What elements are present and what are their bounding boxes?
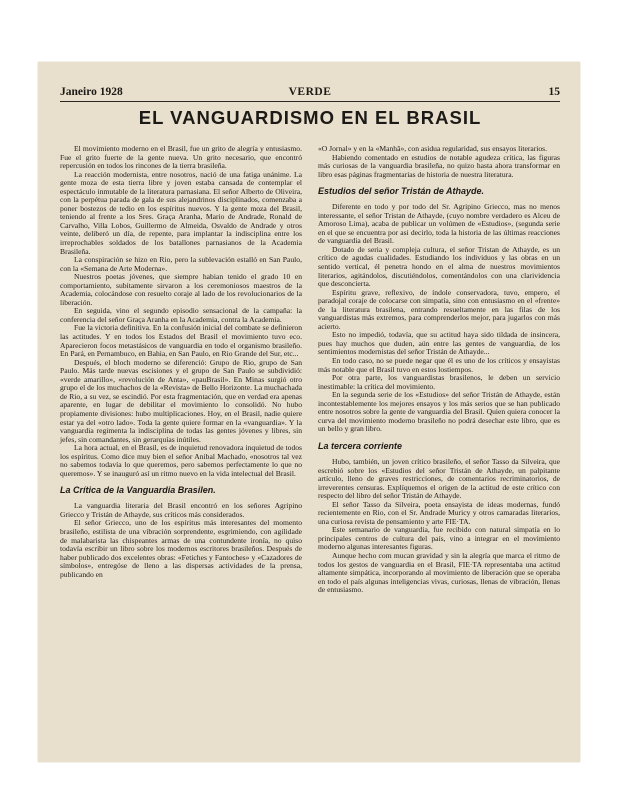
paragraph: La reacción modernista, entre nosotros, nació de una fatiga unánime. La gente moza de esta tierra libre y joven estaba cansada de contemplar el espectáculo inmutable de la literatura parnasiana. El señor Alberto de Oliveira, con la perpétua parada de gala de sus alejandrinos disciplinados, comenzaba a poner bostezos de tedio en los espíritus nuevos. Y la gente moza del Brasil, teniendo al frente a los Sres. Graça Aranha, Mario de Andrade, Ronald de Carvalho, Villa Lobos, Guillermo de Almeida, Osvaldo de Andrade y otros veinte, deliberó un día, de repente, para implantar la indisciplina entre los irreprochables soldados de los batallones parnasianos de la Academia Brasileña. bbox=[60, 169, 302, 256]
paragraph: Este semanario de vanguardia, fue recibido con natural simpatía en lo principales centros de cultura del país, vino a integrar en el movimiento moderno algunas interesantes figuras. bbox=[318, 525, 560, 552]
paragraph: Dotado de seria y compleja cultura, el señor Tristan de Athayde, es un crítico de agudas cualidades. Estudiando los individuos y las obras en un sentido vertical, él penetra hondo en el alma de nuestros movimientos literarios, agitándolos, discutiéndolos, comentándolos con una clarividencia que desconcierta. bbox=[318, 244, 560, 289]
paragraph: En todo caso, no se puede negar que él es uno de los críticos y ensayistas más notable que el Brasil tuvo en estos lostiempos. bbox=[318, 356, 560, 374]
paragraph: Espíritu grave, reflexivo, de índole conservadora, tuvo, empero, el paradojal coraje de colocarse con simpatía, sino con entusiasmo en el «frente» de la literatura brasilena, entrando resueltamente en las filas de los vanguardistas más extremos, para comprenderlos mejor, para jugarlos con más acierto. bbox=[318, 287, 560, 331]
running-header bbox=[60, 86, 560, 102]
paragraph: Hubo, también, un joven crítico brasileño, el señor Tasso da Silveira, que escrebió sobre los «Estudios del señor Tristán de Athayde, un palpitante artículo, lleno de graves restricciones, de comentarios recriminatorios, de irreverentes censuras. Explíquemos el origen de la actitud de este crítico con respecto del libro del señor Tristán de Athayde. bbox=[318, 456, 560, 501]
header-date: Janeiro 1928 bbox=[60, 86, 123, 98]
paragraph: Por otra parte, los vanguardistas brasilenos, le deben un servicio inestimable: la crítica del movimiento. bbox=[318, 373, 560, 391]
header-rule bbox=[60, 101, 560, 102]
paragraph: Diferente en todo y por todo del Sr. Agripino Griecco, mas no menos interessante, el señor Tristan de Athayde, (cuyo nombre verdadero es Alceu de Amoroso Lima), acaba de publicar un volúmen de «Estudios», (segunda serie en el que se encuentra por asi decirlo, toda la historia de las últimas reacciones de vanguardia del Brasil. bbox=[318, 202, 560, 246]
section-heading: La Crítica de la Vanguardia Brasilen. bbox=[60, 485, 216, 496]
paragraph: Fue la victoria definitiva. En la confusión inicial del combate se definieron las actitudes. Y en todos los Estados del Brasil el movimiento tuvo eco. Aparecieron focos metastásicos de vanguardia en todo el organismo brasileño. En Pará, en Pernambuco, en Bahia, en San Paulo, en Rio Grande del Sur, etc... bbox=[60, 323, 302, 359]
paragraph: En la segunda serie de los «Estudios» del señor Tristán de Athayde, están incontestablemente los mejores ensayos y los más serios que se han publicado entre nosotros sobre la gente de vanguardia del Brasil. Quien quiera conocer la curva del movimiento moderno brasileño no podrá desechar este libro, que es un bello y gran libro. bbox=[318, 390, 560, 434]
paragraph: Aunque hecho com mucan gravidad y sin la alegría que marca el ritmo de todos los gestos de vanguardia en el Brasil, FIE·TA representaba una actitud altamente simpática, incorporando al movimiento de liberación que se operaba en todo el país algunas inteligencias vivas, curiosas, llenas de vibración, llenas de entusiasmo. bbox=[318, 550, 560, 595]
paragraph: El señor Griecco, uno de los espíritus más interesantes del momento brasileño, estilista de una vibración sorprendente, esgrimiendo, con agilidade de malabarista las chispeantes armas de una contundente ironía, no quiso todavía escribir un libro sobre los modernos escritores brasileños. Después de haber publicado dos excelentes obras: «Fetiches y Fantoches» y «Cazadores de símbolos», entregóse de lleno a las dispersas actividades de la prensa, publicando en bbox=[60, 518, 302, 579]
paragraph: La hora actual, en el Brasil, es de inquietud renovadora inquietud de todos los espíritus. Como dice muy bien el señor Anibal Machado, «nosotros tal vez no sabemos todavía lo que queremos, pero sabemos perfectamente lo que no queremos». Y se inauguró así un ritmo nuevo en la vida intelectual del Brasil. bbox=[60, 443, 302, 478]
section-heading: La tercera corriente bbox=[318, 440, 403, 451]
paragraph: «O Jornal» y en la «Manhã», con asidua regularidad, sus ensayos literarios. bbox=[318, 144, 548, 153]
paragraph: Nuestros poetas jóvenes, que siempre habian tenido el grado 10 en comportamiento, subitamente sirvaron a los ceremoniosos maestros de la Academia, colocándose con resuelto coraje al lado de los revolucionarios de la liberación. bbox=[60, 272, 302, 307]
section-heading: Estudios del señor Tristán de Athayde. bbox=[318, 186, 485, 197]
column-right bbox=[318, 145, 560, 595]
paragraph: La conspiración se hizo en Rio, pero la sublevación estalló en San Paulo, con la «Semana de Arte Moderna». bbox=[60, 255, 302, 273]
paragraph: Habiendo comentado en estudios de notable agudeza crítica, las figuras más curiosas de la vanguardia brasileña, no quizo hasta ahora transformar en libro esas páginas fragmentarias de historia de nuestra literatura. bbox=[318, 152, 560, 179]
header-journal: VERDE bbox=[288, 86, 332, 98]
article-title: EL VANGUARDISMO EN EL BRASIL bbox=[138, 107, 482, 128]
header-page-number: 15 bbox=[548, 86, 560, 98]
paragraph: La vanguardia literaria del Brasil encontró en los señores Agripino Griecco y Tristán de Athayde, sus críticos más considerados. bbox=[60, 501, 302, 519]
paragraph: En seguida, vino el segundo episodio sensacional de la campaña: la conferencia del señor Graça Aranha en la Academia, contra la Academia. bbox=[60, 306, 302, 324]
paragraph: Esto no impedió, todavía, que su actitud haya sido tildada de insincera, pues hay muchos que duden, aún entre las gentes de vanguardia, de los sentimientos modernistas del señor Tristán de Athayde... bbox=[318, 330, 560, 357]
paragraph: El señor Tasso da Silveira, poeta ensayista de ideas modernas, fundó recientemente en Rio, con el Sr. Andrade Muricy y otros camaradas literarios, una curiosa revista de pensamiento y arte FIE·TA. bbox=[318, 499, 560, 526]
paragraph: Después, el bloch moderno se diferenció: Grupo de Rio, grupo de San Paulo. Más tarde nuevas escisiones y el grupo de San Paulo se subdividió: «verde amarillo», «revolución de Anta», «pauBrasil». En Minas surgió otro grupo el de los muchachos de la «Revista» de Bello Horizonte. La muchachada de Rio, a su vez, se escindió. Por esta fragmentación, que en verdad era apenas aparente, en lugar de debilitar el movimiento lo consolidó. No hubo propiamente divisiones: hubo multiplicaciones. Hoy, en el Brasil, nadie quiere estar ya del «otro lado». Toda la gente quiere formar en la «vanguardia». Y la vanguardia regimenta la indisciplina de todas las gentes jóvenes y libres, sin jefes, sin comandantes, sin gerarquías inútiles. bbox=[60, 357, 302, 444]
column-left bbox=[60, 145, 302, 579]
paragraph: El movimiento moderno en el Brasil, fue un grito de alegría y entusiasmo. Fue el grito fuerte de la gente nueva. Un grito necesario, que encontró repercusión en todos los rincones de la tierra brasileña. bbox=[60, 144, 302, 171]
